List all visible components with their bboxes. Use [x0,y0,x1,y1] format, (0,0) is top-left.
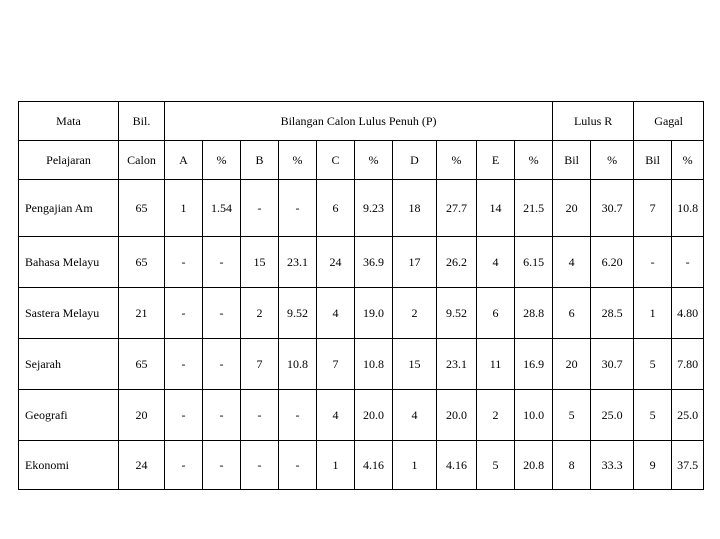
table-cell: 1.54 [203,180,241,237]
table-cell: 10.8 [279,339,317,390]
table-cell: 30.7 [591,180,634,237]
table-cell: 7 [634,180,672,237]
table-cell: 19.0 [355,288,393,339]
subject-cell: Bahasa Melayu [19,237,119,288]
header-mata: Mata [19,102,119,141]
table-cell: 4.80 [672,288,704,339]
table-cell: - [203,288,241,339]
table-cell: - [203,390,241,441]
table-cell: 6 [553,288,591,339]
table-cell: 7.80 [672,339,704,390]
table-cell: 15 [393,339,437,390]
table-cell: 5 [634,339,672,390]
table-row [19,237,704,288]
table-cell: 9.52 [279,288,317,339]
table-cell: 25.0 [591,390,634,441]
header-lulus-r-bil: Bil [553,141,591,180]
table-cell: 1 [634,288,672,339]
table-cell: 2 [241,288,279,339]
table-cell: 10.8 [355,339,393,390]
table-cell: 6.20 [591,237,634,288]
table-cell: 11 [477,339,515,390]
header-pelajaran: Pelajaran [19,141,119,180]
table-cell: 6 [317,180,355,237]
header-bil: Bil. [119,102,165,141]
table-cell: - [241,441,279,490]
table-cell: 24 [317,237,355,288]
results-table [18,101,704,490]
table-cell: 9 [634,441,672,490]
table-cell: 9.23 [355,180,393,237]
header-percent: % [355,141,393,180]
table-cell: 20.8 [515,441,553,490]
table-cell: 5 [634,390,672,441]
table-cell: 25.0 [672,390,704,441]
table-cell: 15 [241,237,279,288]
table-cell: 21 [119,288,165,339]
table-row [19,180,704,237]
table-cell: 4 [553,237,591,288]
table-cell: - [672,237,704,288]
header-percent: % [279,141,317,180]
table-cell: 36.9 [355,237,393,288]
table-row [19,441,704,490]
table-cell: - [165,441,203,490]
table-cell: - [165,288,203,339]
table-cell: 18 [393,180,437,237]
table-cell: 20 [119,390,165,441]
header-percent: % [672,141,704,180]
subject-cell: Sastera Melayu [19,288,119,339]
table-cell: 5 [477,441,515,490]
table-cell: - [203,339,241,390]
table-cell: 1 [317,441,355,490]
table-cell: 65 [119,339,165,390]
table-cell: - [165,339,203,390]
table-cell: 20 [553,180,591,237]
table-cell: 2 [477,390,515,441]
table-cell: 6 [477,288,515,339]
subject-cell: Sejarah [19,339,119,390]
subject-cell: Geografi [19,390,119,441]
table-cell: 28.5 [591,288,634,339]
table-cell: - [241,180,279,237]
table-cell: 4 [317,288,355,339]
table-cell: 1 [393,441,437,490]
table-cell: - [279,180,317,237]
header-gagal: Gagal [634,102,704,141]
table-cell: 33.3 [591,441,634,490]
table-cell: 24 [119,441,165,490]
table-cell: - [634,237,672,288]
table-cell: - [203,237,241,288]
table-cell: - [241,390,279,441]
table-cell: 7 [317,339,355,390]
table-cell: 20.0 [355,390,393,441]
table-cell: - [279,390,317,441]
table-cell: 28.8 [515,288,553,339]
header-grade-b: B [241,141,279,180]
table-cell: 4 [477,237,515,288]
table-cell: 16.9 [515,339,553,390]
table-cell: - [165,237,203,288]
table-cell: 20.0 [437,390,477,441]
table-cell: 7 [241,339,279,390]
table-cell: 9.52 [437,288,477,339]
table-cell: - [279,441,317,490]
table-cell: 17 [393,237,437,288]
table-cell: 10.8 [672,180,704,237]
table-cell: 30.7 [591,339,634,390]
table-cell: 23.1 [279,237,317,288]
table-cell: - [203,441,241,490]
table-cell: 65 [119,180,165,237]
header-percent: % [203,141,241,180]
header-row-1 [19,102,704,141]
table-row [19,288,704,339]
header-calon: Calon [119,141,165,180]
header-grade-d: D [393,141,437,180]
table-cell: 14 [477,180,515,237]
header-lulus-r: Lulus R [553,102,634,141]
table-cell: 10.0 [515,390,553,441]
header-gagal-bil: Bil [634,141,672,180]
table-cell: 4 [317,390,355,441]
table-cell: 37.5 [672,441,704,490]
header-grade-a: A [165,141,203,180]
table-cell: 5 [553,390,591,441]
header-bilangan-calon-lulus-penuh: Bilangan Calon Lulus Penuh (P) [165,102,553,141]
subject-cell: Pengajian Am [19,180,119,237]
table-cell: 4.16 [355,441,393,490]
header-percent: % [591,141,634,180]
header-grade-c: C [317,141,355,180]
table-cell: 65 [119,237,165,288]
table-row [19,339,704,390]
table-cell: 1 [165,180,203,237]
table-cell: 4 [393,390,437,441]
header-percent: % [437,141,477,180]
table-cell: 4.16 [437,441,477,490]
header-percent: % [515,141,553,180]
header-row-2 [19,141,704,180]
subject-cell: Ekonomi [19,441,119,490]
table-cell: - [165,390,203,441]
table-cell: 26.2 [437,237,477,288]
table-row [19,390,704,441]
table-cell: 8 [553,441,591,490]
table-cell: 23.1 [437,339,477,390]
table-cell: 20 [553,339,591,390]
table-cell: 6.15 [515,237,553,288]
table-cell: 2 [393,288,437,339]
table-cell: 27.7 [437,180,477,237]
table-cell: 21.5 [515,180,553,237]
header-grade-e: E [477,141,515,180]
